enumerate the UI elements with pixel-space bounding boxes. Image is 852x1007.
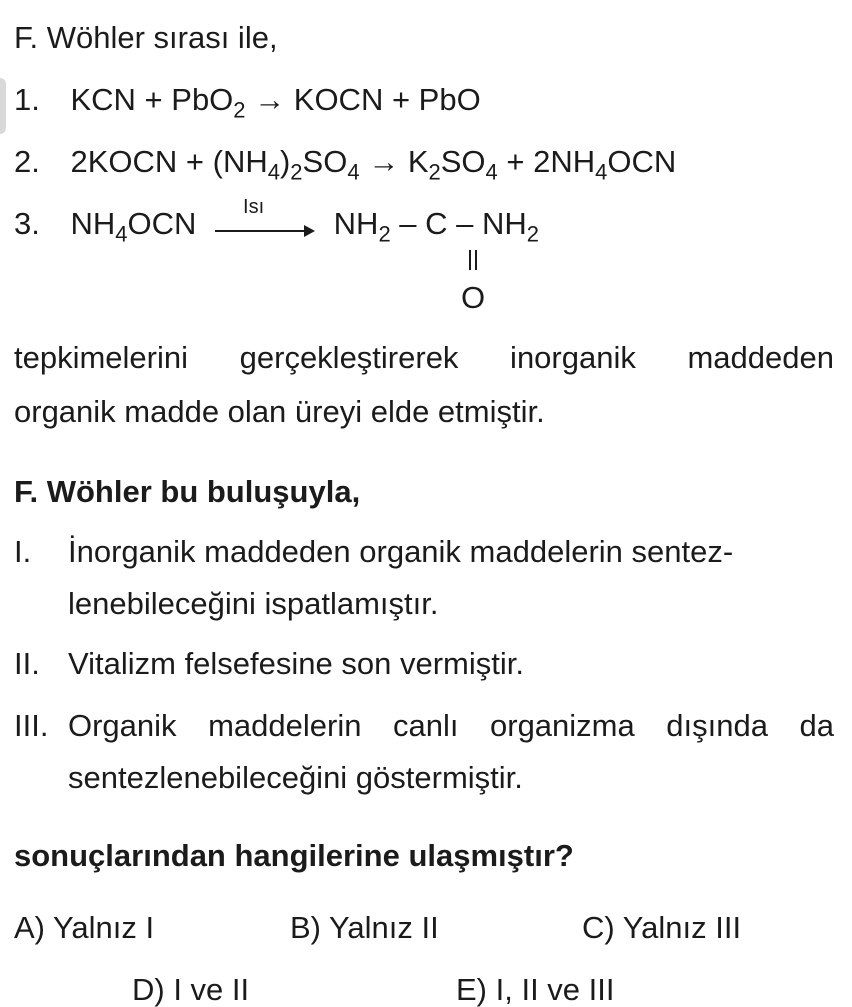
question-intro: F. Wöhler bu buluşuyla, bbox=[14, 474, 361, 509]
option-e[interactable]: E) I, II ve III bbox=[456, 972, 615, 1007]
reaction-1 bbox=[14, 82, 481, 123]
option-a[interactable]: A) Yalnız I bbox=[14, 910, 155, 945]
statement-text: Vitalizm felsefesine son vermiştir. bbox=[68, 646, 524, 681]
intro-text: F. Wöhler sırası ile, bbox=[14, 20, 278, 55]
reaction-number: 1. bbox=[14, 82, 40, 117]
reaction-2 bbox=[14, 144, 677, 185]
statement-number: III. bbox=[14, 708, 49, 743]
carbonyl-oxygen: O bbox=[461, 280, 486, 315]
urea-formula: $NH_2$ – C – $NH_2$ bbox=[333, 206, 540, 247]
option-b[interactable]: B) Yalnız II bbox=[290, 910, 439, 945]
question-text: sonuçlarından hangilerine ulaşmıştır? bbox=[14, 838, 574, 873]
statement-text: Organik maddelerin canlı organizma dışında da bbox=[68, 708, 834, 743]
reaction-number: 2. bbox=[14, 144, 40, 179]
reaction-equation: KCN + PbO$_2$ → KOCN + PbO bbox=[70, 82, 481, 123]
statement-text: İnorganik maddeden organik maddelerin sentez- bbox=[68, 534, 734, 569]
option-c[interactable]: C) Yalnız III bbox=[582, 910, 742, 945]
double-bond bbox=[466, 250, 480, 270]
reaction-equation: 2KOCN + $(NH_4)_2SO_4 \to K_2SO_4 + 2NH_4OCN$ bbox=[70, 144, 677, 185]
statement-number: I. bbox=[14, 534, 32, 569]
statement-number: II. bbox=[14, 646, 40, 681]
page-edge-shadow bbox=[0, 78, 6, 134]
reaction-number: 3. bbox=[14, 206, 40, 241]
option-d[interactable]: D) I ve II bbox=[132, 972, 250, 1007]
arrow-label: Isı bbox=[243, 195, 265, 218]
reaction-reactant: $NH_4OCN$ bbox=[70, 206, 197, 247]
statement-text: lenebileceğini ispatlamıştır. bbox=[68, 586, 439, 621]
heat-arrow bbox=[215, 195, 315, 241]
body-line: organik madde olan üreyi elde etmiştir. bbox=[14, 394, 545, 429]
body-line: tepkimelerini gerçekleştirerek inorganik maddeden bbox=[14, 340, 834, 375]
reaction-3 bbox=[14, 195, 540, 247]
statement-text: sentezlenebileceğini göstermiştir. bbox=[68, 760, 523, 795]
